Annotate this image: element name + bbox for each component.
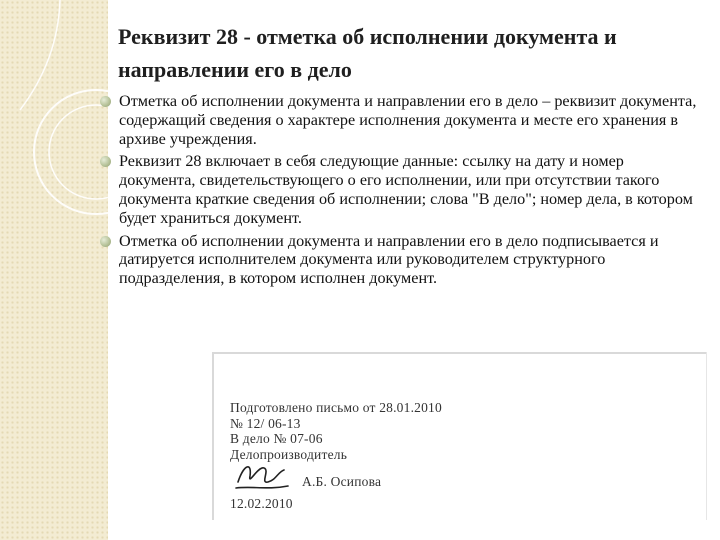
signature-row (230, 462, 442, 496)
bullet-item (100, 232, 700, 288)
sample-document-image (212, 352, 707, 520)
bullet-icon (100, 96, 111, 107)
signer-name: А.Б. Осипова (302, 474, 382, 490)
bullet-icon (100, 236, 111, 247)
slide-title: Реквизит 28 - отметка об исполнении документа и направлении его в дело (118, 24, 617, 82)
bullet-text: Реквизит 28 включает в себя следующие данные: ссылку на дату и номер документа, свидетельствующего о его исполнении, или при отсутствии такого документа краткие сведения об исполнении; слова "В дело"; номер дела, в котором будет храниться документ. (119, 152, 693, 227)
bullet-list (100, 92, 700, 292)
letter-number-line: № 12/ 06-13 (230, 415, 301, 431)
position-line: Делопроизводитель (230, 446, 348, 462)
bullet-text: Отметка об исполнении документа и направлении его в дело – реквизит документа, содержащий сведения о характере исполнения документа и месте его хранения в архиве учреждения. (119, 92, 697, 148)
bullet-icon (100, 156, 111, 167)
execution-mark (230, 400, 442, 512)
prepared-letter-line: Подготовлено письмо от 28.01.2010 (230, 400, 442, 415)
to-file-line: В дело № 07-06 (230, 431, 323, 447)
bullet-item (100, 92, 700, 148)
handwritten-signature (232, 456, 292, 496)
mark-date: 12.02.2010 (230, 496, 293, 512)
bullet-item (100, 152, 700, 227)
bullet-text: Отметка об исполнении документа и направлении его в дело подписывается и датируется исполнителем документа или руководителем структурного подразделения, в котором исполнен документ. (119, 231, 659, 288)
